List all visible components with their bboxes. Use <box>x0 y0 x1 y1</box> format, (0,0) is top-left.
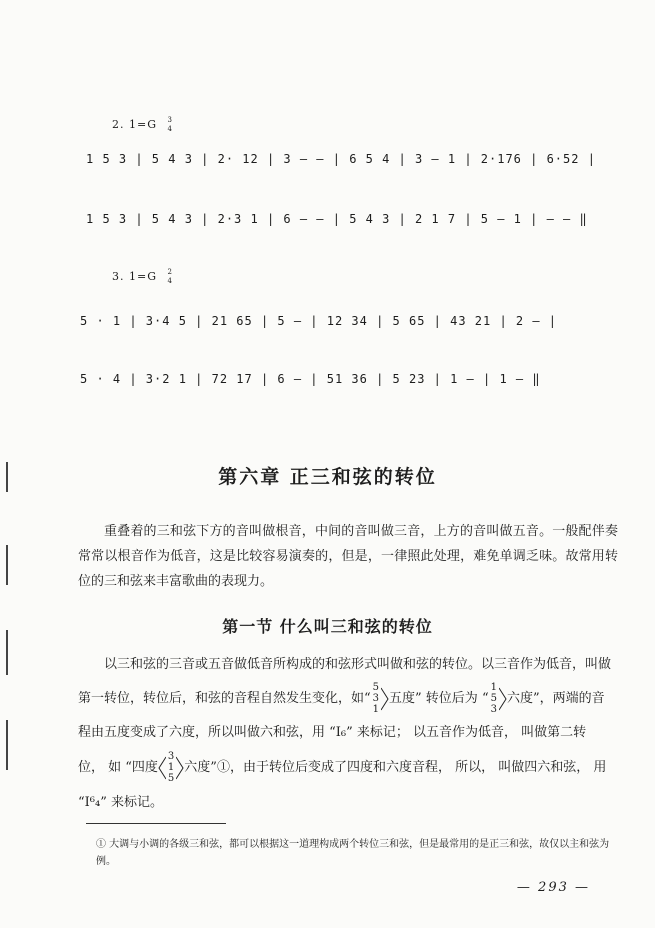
score-line: 5 · 4 | 3·2 1 | 72 17 | 6 — | 51 36 | 5 23 | 1 — | 1 — ‖ <box>80 372 541 386</box>
page-number: — 293 — <box>516 880 590 895</box>
footnote-divider <box>86 823 226 824</box>
interval-figure: 5 3 1 <box>372 682 380 715</box>
score-line: 5 · 1 | 3·4 5 | 21 65 | 5 — | 12 34 | 5 65 | 43 21 | 2 — | <box>80 314 558 328</box>
time-signature: 2 4 <box>167 268 173 285</box>
interval-figure: 3 1 5 <box>167 751 175 784</box>
interval-figure: 1 5 3 <box>490 682 497 715</box>
score-line: 1 5 3 | 5 4 3 | 2· 12 | 3 — — | 6 5 4 | 3 — 1 | 2·176 | 6·52 | <box>86 152 596 166</box>
score-line: 1 5 3 | 5 4 3 | 2·3 1 | 6 — — | 5 4 3 | 2 1 7 | 5 — 1 | — — ‖ <box>86 212 588 226</box>
example-2-label <box>112 116 173 134</box>
key-signature: 2. 1=G <box>112 118 157 131</box>
chapter-title: 第六章 正三和弦的转位 <box>218 466 437 488</box>
body-line: 程由五度变成了六度，所以叫做六和弦，用 “I₆” 来标记； 以五音作为低音， 叫做第二转 <box>78 725 587 740</box>
footnote: ① 大调与小调的各级三和弦，都可以根据这一道理构成两个转位三和弦，但是最常用的是正三和弦，故仅以主和弦为例。 <box>96 839 610 867</box>
body-line: 第一转位，转位后，和弦的音程自然发生变化，如“5 3 1五度” 转位后为 “1 5 3六度”，两端的音 <box>78 682 605 715</box>
paragraph-text: 重叠着的三和弦下方的音叫做根音，中间的音叫做三音，上方的音叫做五音。一般配伴奏常常以根音作为低音，这是比较容易演奏的，但是，一律照此处理，难免单调乏味。故常用转位的三和弦来丰富歌曲的表现力。 <box>78 524 618 589</box>
intro-paragraph <box>78 519 618 594</box>
key-signature: 3. 1=G <box>112 270 157 283</box>
body-line: “I⁶₄” 来标记。 <box>78 795 163 810</box>
angle-bracket-icon <box>499 687 507 711</box>
body-paragraph <box>78 650 618 818</box>
example-3-label <box>112 268 173 286</box>
section-title: 第一节 什么叫三和弦的转位 <box>222 617 433 636</box>
body-line: 以三和弦的三音或五音做低音所构成的和弦形式叫做和弦的转位。以三音作为低音，叫做 <box>104 657 612 672</box>
time-signature: 3 4 <box>167 116 173 133</box>
angle-bracket-icon <box>381 687 389 711</box>
margin-mark <box>6 720 8 770</box>
angle-bracket-icon <box>158 756 166 780</box>
margin-mark <box>6 545 8 585</box>
body-line: 位， 如 “四度3 1 5六度”①，由于转位后变成了四度和六度音程， 所以， 叫做四六和弦， 用 <box>78 751 607 784</box>
